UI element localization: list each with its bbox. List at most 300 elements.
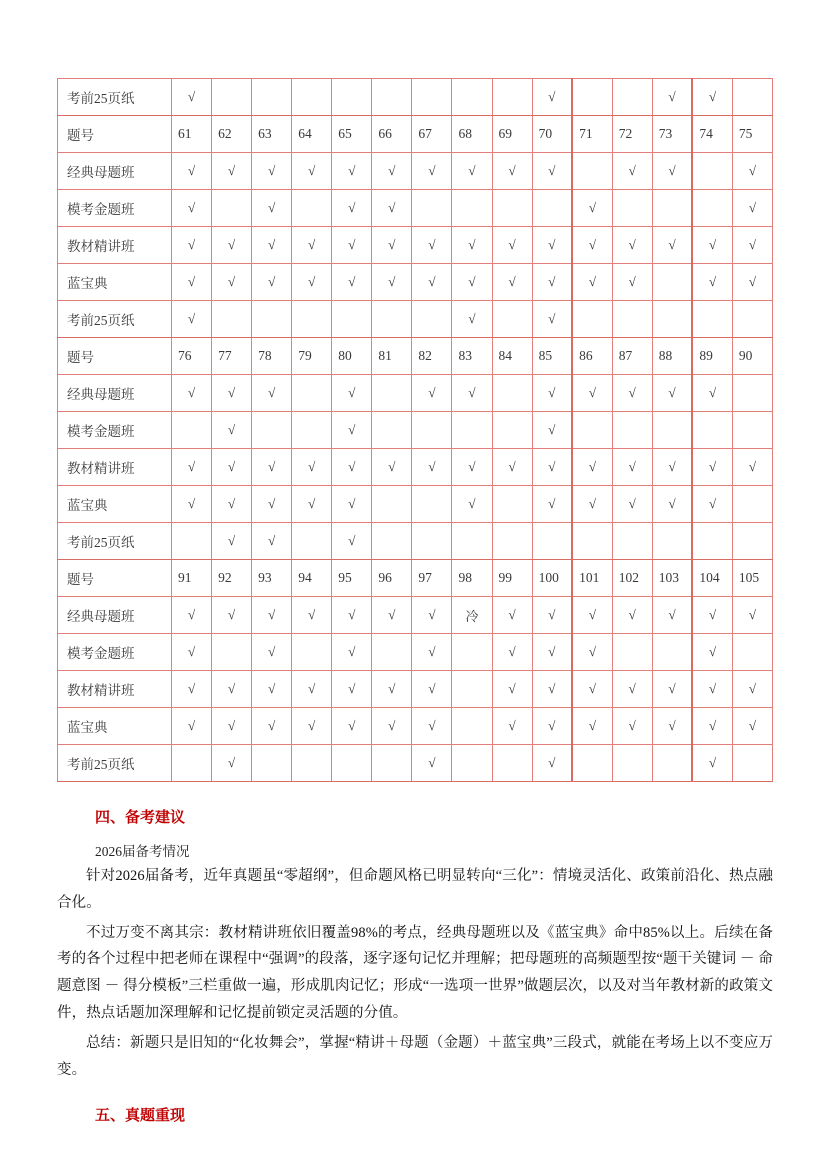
- cell: √: [412, 264, 452, 301]
- cell: √: [372, 671, 412, 708]
- table-body: [58, 79, 773, 116]
- cell: √: [692, 597, 732, 634]
- table-row: [58, 116, 773, 153]
- cell: [612, 412, 652, 449]
- cell: √: [172, 227, 212, 264]
- cell: [412, 79, 452, 116]
- cell: √: [732, 597, 772, 634]
- cell: √: [332, 671, 372, 708]
- cell: [612, 523, 652, 560]
- cell: [212, 79, 252, 116]
- cell: [732, 745, 772, 782]
- cell: √: [692, 227, 732, 264]
- cell: √: [652, 79, 692, 116]
- cell: [412, 486, 452, 523]
- cell: √: [572, 227, 612, 264]
- row-label: 蓝宝典: [58, 486, 172, 523]
- table-row: [58, 560, 773, 597]
- cell: [492, 79, 532, 116]
- cell: √: [652, 375, 692, 412]
- cell: [292, 634, 332, 671]
- question-number-cell: 90: [732, 338, 772, 375]
- question-number-cell: 63: [252, 116, 292, 153]
- cell: [652, 190, 692, 227]
- cell: √: [652, 153, 692, 190]
- table-row: [58, 745, 773, 782]
- cell: √: [652, 227, 692, 264]
- cell: √: [652, 486, 692, 523]
- cell: √: [372, 597, 412, 634]
- cell: √: [252, 708, 292, 745]
- cell: √: [532, 153, 572, 190]
- cell: √: [572, 671, 612, 708]
- cell: √: [452, 449, 492, 486]
- row-label-question-no: 题号: [58, 116, 172, 153]
- cell: √: [732, 264, 772, 301]
- table-row: [58, 449, 773, 486]
- cell: √: [172, 634, 212, 671]
- cell: [332, 79, 372, 116]
- cell: [732, 375, 772, 412]
- cell: √: [372, 153, 412, 190]
- table-row: [58, 79, 773, 116]
- cell: [372, 523, 412, 560]
- row-label: 考前25页纸: [58, 745, 172, 782]
- row-label: 教材精讲班: [58, 227, 172, 264]
- cell: √: [172, 597, 212, 634]
- cell: [372, 486, 412, 523]
- cell: √: [332, 486, 372, 523]
- question-number-cell: 68: [452, 116, 492, 153]
- cell: [612, 301, 652, 338]
- table-row: [58, 708, 773, 745]
- row-label-question-no: 题号: [58, 560, 172, 597]
- cell: [652, 634, 692, 671]
- question-number-cell: 105: [732, 560, 772, 597]
- cell: √: [212, 597, 252, 634]
- cell: [652, 412, 692, 449]
- table-row: [58, 671, 773, 708]
- cell: √: [252, 523, 292, 560]
- cell: [612, 634, 652, 671]
- cell: √: [332, 449, 372, 486]
- cell: [372, 375, 412, 412]
- cell: √: [692, 745, 732, 782]
- cell: [692, 523, 732, 560]
- cell: √: [212, 412, 252, 449]
- cell: √: [692, 671, 732, 708]
- question-number-cell: 75: [732, 116, 772, 153]
- cell: [452, 79, 492, 116]
- cell: √: [692, 634, 732, 671]
- row-label: 模考金题班: [58, 412, 172, 449]
- row-label: 教材精讲班: [58, 449, 172, 486]
- row-label: 考前25页纸: [58, 301, 172, 338]
- cell: √: [332, 375, 372, 412]
- cell: [212, 634, 252, 671]
- cell: [492, 745, 532, 782]
- question-number-cell: 74: [692, 116, 732, 153]
- cell: [372, 634, 412, 671]
- question-number-cell: 86: [572, 338, 612, 375]
- cell: [452, 745, 492, 782]
- question-number-cell: 104: [692, 560, 732, 597]
- cell: [332, 745, 372, 782]
- cell: √: [452, 153, 492, 190]
- cell: √: [172, 190, 212, 227]
- cell: [492, 412, 532, 449]
- cell: [332, 301, 372, 338]
- cell: √: [732, 449, 772, 486]
- cell: √: [492, 449, 532, 486]
- cell: [492, 486, 532, 523]
- cell: √: [492, 227, 532, 264]
- cell: [572, 79, 612, 116]
- question-number-cell: 87: [612, 338, 652, 375]
- question-number-cell: 81: [372, 338, 412, 375]
- cell: √: [532, 671, 572, 708]
- cell: [732, 301, 772, 338]
- section4-paragraph-2: 不过万变不离其宗：教材精讲班依旧覆盖98%的考点，经典母题班以及《蓝宝典》命中85%以上。后续在备考的各个过程中把老师在课程中“强调”的段落，逐字逐句记忆并理解；把母题班的高频题型按“题干关键词 － 命题意图 － 得分模板”三栏重做一遍，形成肌肉记忆；形成“一选项一世界”做题层次，以及对当年教材新的政策文件，热点话题加深理解和记忆提前锁定灵活题的分值。: [57, 924, 773, 1022]
- cell: √: [532, 634, 572, 671]
- cell: 冷: [452, 597, 492, 634]
- section4-paragraph-1: 针对2026届备考，近年真题虽“零超纲”，但命题风格已明显转向“三化”：情境灵活化、政策前沿化、热点融合化。: [57, 868, 773, 911]
- cell: [572, 153, 612, 190]
- cell: [412, 301, 452, 338]
- table-row: [58, 486, 773, 523]
- cell: [292, 375, 332, 412]
- cell: √: [572, 634, 612, 671]
- section4-sub-label: 2026届备考情况: [95, 844, 190, 859]
- cell: √: [612, 486, 652, 523]
- row-label: 模考金题班: [58, 634, 172, 671]
- cell: √: [212, 227, 252, 264]
- cell: √: [612, 597, 652, 634]
- cell: √: [412, 634, 452, 671]
- cell: [652, 745, 692, 782]
- cell: [292, 745, 332, 782]
- cell: √: [492, 708, 532, 745]
- section-heading-4: 四、备考建议: [95, 808, 186, 826]
- cell: [412, 523, 452, 560]
- question-number-cell: 103: [652, 560, 692, 597]
- cell: [252, 412, 292, 449]
- cell: √: [172, 301, 212, 338]
- cell: [532, 190, 572, 227]
- cell: [172, 412, 212, 449]
- row-label-question-no: 题号: [58, 338, 172, 375]
- cell: √: [332, 708, 372, 745]
- cell: [652, 264, 692, 301]
- table-row: [58, 301, 773, 338]
- cell: √: [612, 449, 652, 486]
- row-label: 蓝宝典: [58, 708, 172, 745]
- cell: √: [612, 227, 652, 264]
- table-row: [58, 153, 773, 190]
- cell: √: [572, 597, 612, 634]
- cell: √: [252, 153, 292, 190]
- question-number-cell: 70: [532, 116, 572, 153]
- question-number-cell: 80: [332, 338, 372, 375]
- cell: √: [172, 153, 212, 190]
- cell: [692, 190, 732, 227]
- row-label: 经典母题班: [58, 375, 172, 412]
- question-number-cell: 64: [292, 116, 332, 153]
- cell: √: [252, 227, 292, 264]
- table-row: [58, 338, 773, 375]
- question-number-cell: 84: [492, 338, 532, 375]
- cell: √: [692, 708, 732, 745]
- cell: √: [572, 264, 612, 301]
- cell: √: [532, 597, 572, 634]
- cell: √: [252, 449, 292, 486]
- cell: √: [332, 190, 372, 227]
- table-row: [58, 634, 773, 671]
- question-number-cell: 93: [252, 560, 292, 597]
- cell: [452, 412, 492, 449]
- cell: [252, 301, 292, 338]
- cell: [252, 745, 292, 782]
- cell: √: [572, 486, 612, 523]
- table-row: [58, 264, 773, 301]
- cell: √: [532, 79, 572, 116]
- cell: √: [332, 227, 372, 264]
- question-number-cell: 76: [172, 338, 212, 375]
- cell: √: [252, 634, 292, 671]
- row-label: 蓝宝典: [58, 264, 172, 301]
- cell: √: [452, 486, 492, 523]
- cell: [212, 190, 252, 227]
- question-number-cell: 91: [172, 560, 212, 597]
- cell: √: [612, 375, 652, 412]
- cell: √: [692, 375, 732, 412]
- cell: [692, 301, 732, 338]
- cell: √: [452, 301, 492, 338]
- question-number-cell: 88: [652, 338, 692, 375]
- question-number-cell: 69: [492, 116, 532, 153]
- cell: √: [292, 671, 332, 708]
- cell: √: [452, 227, 492, 264]
- row-label-pre-exam-25: 考前25页纸: [58, 79, 172, 116]
- cell: √: [532, 301, 572, 338]
- cell: √: [492, 634, 532, 671]
- cell: [452, 190, 492, 227]
- cell: [612, 79, 652, 116]
- cell: √: [372, 227, 412, 264]
- cell: √: [372, 708, 412, 745]
- cell: √: [172, 449, 212, 486]
- cell: [372, 412, 412, 449]
- cell: [172, 523, 212, 560]
- cell: [492, 301, 532, 338]
- cell: [572, 523, 612, 560]
- cell: √: [532, 708, 572, 745]
- cell: √: [612, 708, 652, 745]
- cell: √: [212, 671, 252, 708]
- row-label: 经典母题班: [58, 153, 172, 190]
- cell: √: [332, 412, 372, 449]
- cell: [452, 708, 492, 745]
- cell: √: [332, 597, 372, 634]
- cell: √: [212, 375, 252, 412]
- table-row: [58, 597, 773, 634]
- cell: [252, 79, 292, 116]
- cell: [732, 412, 772, 449]
- question-number-cell: 94: [292, 560, 332, 597]
- cell: √: [292, 227, 332, 264]
- cell: √: [412, 449, 452, 486]
- cell: [572, 745, 612, 782]
- cell: √: [492, 597, 532, 634]
- page-content: [57, 78, 773, 1125]
- table-row: [58, 375, 773, 412]
- cell: [492, 190, 532, 227]
- cell: √: [692, 449, 732, 486]
- cell: √: [532, 745, 572, 782]
- cell: √: [292, 153, 332, 190]
- table-row: [58, 523, 773, 560]
- question-number-cell: 99: [492, 560, 532, 597]
- cell: [212, 301, 252, 338]
- cell: √: [532, 449, 572, 486]
- cell: √: [692, 79, 732, 116]
- row-label: 经典母题班: [58, 597, 172, 634]
- cell: √: [172, 708, 212, 745]
- cell: [372, 79, 412, 116]
- question-number-cell: 92: [212, 560, 252, 597]
- cell: [572, 301, 612, 338]
- cell: √: [412, 153, 452, 190]
- cell: √: [612, 671, 652, 708]
- cell: √: [252, 671, 292, 708]
- cell: √: [572, 375, 612, 412]
- section-heading-5: 五、真题重现: [95, 1105, 186, 1124]
- cell: √: [172, 486, 212, 523]
- cell: [572, 412, 612, 449]
- cell: √: [292, 264, 332, 301]
- cell: √: [172, 375, 212, 412]
- cell: √: [332, 634, 372, 671]
- cell: √: [252, 597, 292, 634]
- cell: √: [212, 523, 252, 560]
- cell: √: [572, 708, 612, 745]
- cell: [532, 523, 572, 560]
- question-number-cell: 79: [292, 338, 332, 375]
- cell: √: [492, 264, 532, 301]
- cell: √: [652, 671, 692, 708]
- cell: √: [532, 375, 572, 412]
- cell: √: [292, 708, 332, 745]
- cell: [652, 301, 692, 338]
- cell: [292, 412, 332, 449]
- cell: [732, 523, 772, 560]
- cell: [732, 486, 772, 523]
- cell: √: [652, 708, 692, 745]
- cell: [612, 745, 652, 782]
- cell: √: [732, 153, 772, 190]
- cell: [292, 301, 332, 338]
- table-blocks-host: [58, 116, 773, 782]
- table-row: [58, 227, 773, 264]
- cell: √: [212, 153, 252, 190]
- cell: [292, 190, 332, 227]
- question-number-cell: 61: [172, 116, 212, 153]
- cell: √: [452, 375, 492, 412]
- cell: √: [412, 597, 452, 634]
- cell: √: [492, 671, 532, 708]
- cell: √: [692, 264, 732, 301]
- section4-paragraph-3: 总结：新题只是旧知的“化妆舞会”，掌握“精讲＋母题（金题）＋蓝宝典”三段式，就能在考场上以不变应万变。: [57, 1034, 773, 1078]
- question-number-cell: 67: [412, 116, 452, 153]
- cell: [612, 190, 652, 227]
- cell: √: [532, 486, 572, 523]
- cell: √: [252, 486, 292, 523]
- question-number-cell: 72: [612, 116, 652, 153]
- cell: √: [292, 449, 332, 486]
- question-number-cell: 65: [332, 116, 372, 153]
- cell: √: [212, 745, 252, 782]
- cell: √: [212, 449, 252, 486]
- cell: √: [172, 671, 212, 708]
- question-number-cell: 101: [572, 560, 612, 597]
- cell: [452, 523, 492, 560]
- question-number-cell: 98: [452, 560, 492, 597]
- question-number-cell: 77: [212, 338, 252, 375]
- question-number-cell: 73: [652, 116, 692, 153]
- cell: √: [372, 190, 412, 227]
- cell: [732, 634, 772, 671]
- question-number-cell: 100: [532, 560, 572, 597]
- cell: √: [732, 708, 772, 745]
- cell: √: [652, 449, 692, 486]
- cell: [372, 745, 412, 782]
- cell: √: [612, 264, 652, 301]
- cell: [652, 523, 692, 560]
- cell: [372, 301, 412, 338]
- question-number-cell: 78: [252, 338, 292, 375]
- cell: √: [252, 264, 292, 301]
- cell: [292, 523, 332, 560]
- question-number-cell: 85: [532, 338, 572, 375]
- cell: √: [732, 227, 772, 264]
- question-number-cell: 96: [372, 560, 412, 597]
- cell: √: [252, 190, 292, 227]
- table-row: [58, 412, 773, 449]
- question-number-cell: 95: [332, 560, 372, 597]
- cell: √: [332, 264, 372, 301]
- cell: √: [212, 264, 252, 301]
- cell: √: [292, 597, 332, 634]
- cell: √: [692, 486, 732, 523]
- cell: [292, 79, 332, 116]
- row-label: 模考金题班: [58, 190, 172, 227]
- cell: √: [372, 449, 412, 486]
- cell: √: [412, 375, 452, 412]
- question-number-cell: 83: [452, 338, 492, 375]
- cell: [412, 412, 452, 449]
- question-number-cell: 102: [612, 560, 652, 597]
- cell: [452, 671, 492, 708]
- cell: [492, 375, 532, 412]
- cell: √: [172, 79, 212, 116]
- cell: √: [412, 227, 452, 264]
- cell: √: [572, 449, 612, 486]
- cell: [692, 153, 732, 190]
- cell: √: [732, 190, 772, 227]
- cell: √: [212, 486, 252, 523]
- question-coverage-table: [57, 78, 773, 782]
- cell: √: [412, 708, 452, 745]
